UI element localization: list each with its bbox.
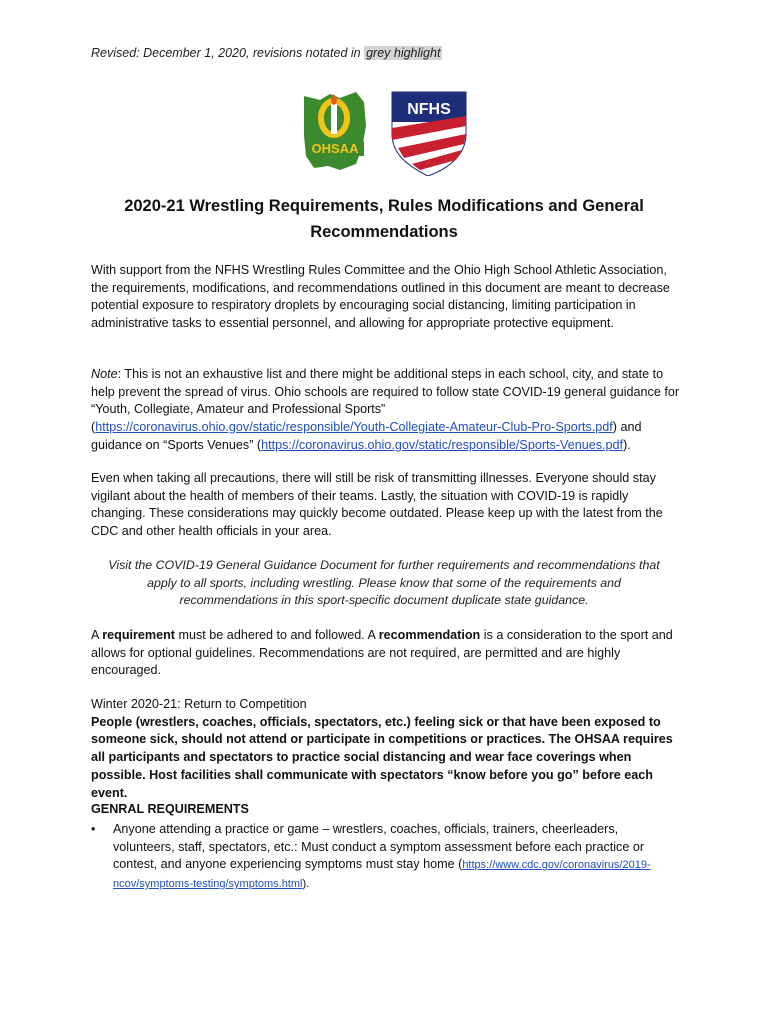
logos-svg [300,86,470,176]
cdc-symptoms-link[interactable]: https://www.cdc.gov/coronavirus/2019-ncov/symptoms-testing/symptoms.html [113,859,651,891]
title-line-1: 2020-21 Wrestling Requirements, Rules Modifications and General [124,197,644,215]
req-term-recommendation: recommendation [378,628,481,642]
title-line-2: Recommendations [310,223,458,241]
youth-sports-link[interactable]: https://coronavirus.ohio.gov/static/responsible/Youth-Collegiate-Amateur-Club-Pro-Sports.pdf [95,420,613,435]
nfhs-logo [392,92,466,176]
req-text-1: A [91,628,103,642]
visit-line-1: Visit the COVID-19 General Guidance Document for further requirements and recommendations that [108,558,660,572]
visit-line-2: apply to all sports, including wrestling. Please know that some of the requirements and [147,575,621,590]
note-text-2: ) and guidance on “Sports Venues” ( [91,420,642,452]
req-text-3: is a consideration to the sport and allows for optional guidelines. Recommendations are not required, are permitted and are highly encouraged. [91,628,673,678]
general-requirements-heading: GENRAL REQUIREMENTS [91,802,249,816]
intro-paragraph: With support from the NFHS Wrestling Rules Committee and the Ohio High School Athletic Association, the requirements, modifications, and recommendations outlined in this document are meant to decrease potential exposure to respiratory droplets by encouraging social distancing, limiting participation in administrative tasks to essential personnel, and allowing for appropriate protective equipment. [91,263,670,331]
winter-heading: Winter 2020-21: Return to Competition [91,697,307,711]
winter-section [91,696,683,802]
ohsaa-logo [304,92,366,170]
bullet-body: Anyone attending a practice or game – wrestlers, coaches, officials, trainers, cheerleaders, volunteers, staff, spectators, etc.: Must conduct a symptom assessment before each practice or contest, and anyone experiencing symptoms must stay home ( [113,822,645,872]
note-paragraph [91,366,683,455]
note-label: Note [91,367,118,381]
bullet-end: ). [302,878,310,891]
logo-group [300,86,470,176]
bullet-icon: • [91,822,96,836]
note-text-3: ). [623,437,631,452]
precautions-paragraph: Even when taking all precautions, there will still be risk of transmitting illnesses. Everyone should stay vigilant about the health of members of their teams. Lastly, the situation with COVID-19 is rapidly changing. These considerations may quickly become outdated. Please keep up with the latest from the CDC and other health officials in your area. [91,471,663,539]
revision-highlight: grey highlight [366,46,441,60]
document-title [91,193,677,245]
req-text-2: must be adhered to and followed. A [175,628,379,642]
bullet-text [113,821,681,894]
sports-venues-link[interactable]: https://coronavirus.ohio.gov/static/responsible/Sports-Venues.pdf [261,437,624,452]
nfhs-wordmark: NFHS [407,101,451,118]
req-term-requirement: requirement [102,628,176,642]
visit-line-3: recommendations in this sport-specific document duplicate state guidance. [179,593,589,608]
requirement-definition [91,627,683,680]
ohsaa-wordmark: OHSAA [311,141,359,156]
revision-note [91,46,442,60]
revision-text: Revised: December 1, 2020, revisions notated in [91,46,365,60]
note-text-1: : This is not an exhaustive list and there might be additional steps in each school, city, and state to help prevent the spread of virus. Ohio schools are required to follow state COVID-19 general guidance for “Youth, Collegiate, Amateur and Professional Sports” ( [91,367,680,435]
winter-body: People (wrestlers, coaches, officials, spectators, etc.) feeling sick or that have been exposed to someone sick, should not attend or participate in competitions or practices. The OHSAA requires all participants and spectators to practice social distancing and wear face coverings when possible. Host facilities shall communicate with spectators “know before you go” before each event. [91,714,673,800]
visit-guidance-note [91,557,677,610]
